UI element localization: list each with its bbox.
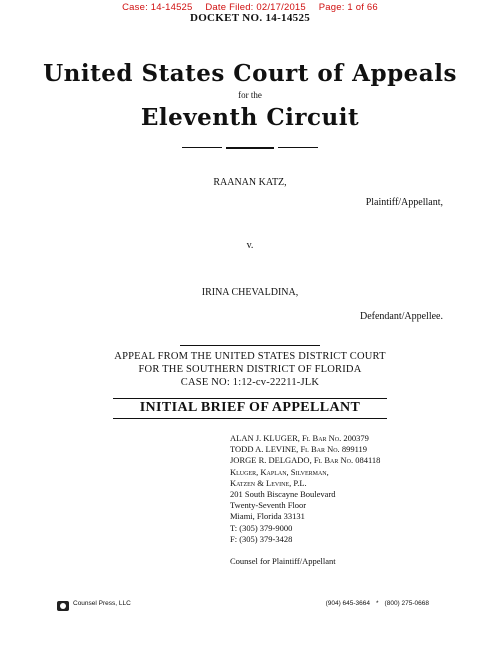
address-line-1: 201 South Biscayne Boulevard	[230, 489, 336, 500]
phone-line: T: (305) 379-9000	[230, 522, 293, 533]
ornament-divider	[182, 146, 318, 149]
brief-title: INITIAL BRIEF OF APPELLANT	[139, 400, 361, 415]
attorney-line: ALAN J. KLUGER, Fl Bar No. 200379	[230, 433, 369, 443]
page-count: Page: 1 of 66	[318, 2, 378, 13]
appeal-line-2: FOR THE SOUTHERN DISTRICT OF FLORIDA	[138, 364, 362, 375]
attorney-line: TODD A. LEVINE, Fl Bar No. 899119	[230, 444, 367, 455]
circuit-title: Eleventh Circuit	[140, 104, 360, 131]
attorney-line: JORGE R. DELGADO, Fl Bar No. 084118	[230, 455, 381, 466]
address-line-3: Miami, Florida 33131	[230, 511, 305, 522]
fax-line: F: (305) 379-3428	[230, 533, 293, 544]
appeal-line-1: APPEAL FROM THE UNITED STATES DISTRICT COURT	[114, 351, 386, 362]
address-line-2: Twenty-Seventh Floor	[230, 500, 307, 511]
court-title: United States Court of Appeals	[43, 60, 457, 87]
footer-press-name: Counsel Press, LLC	[73, 600, 131, 607]
footer-phone-1: (904) 645-3664	[325, 600, 371, 607]
defendant-name: IRINA CHEVALDINA,	[201, 287, 299, 298]
firm-name-line-1: Kluger, Kaplan, Silverman,	[230, 466, 329, 477]
footer-phone-2: (800) 275-0668	[384, 600, 429, 607]
date-filed: Date Filed: 02/17/2015	[205, 2, 306, 13]
footer-phones	[323, 600, 432, 607]
defendant-role: Defendant/Appellee.	[359, 311, 443, 322]
plaintiff-role: Plaintiff/Appellant,	[365, 197, 443, 208]
counsel-block	[230, 433, 380, 567]
appeal-case-number: CASE NO: 1:12-cv-22211-JLK	[180, 377, 320, 388]
plaintiff-name: RAANAN KATZ,	[213, 177, 287, 188]
footer-separator: *	[376, 600, 379, 607]
appeal-caption	[0, 350, 500, 389]
case-number: Case: 14-14525	[122, 2, 193, 13]
for-the-label: for the	[238, 90, 262, 100]
counsel-for-label: Counsel for Plaintiff/Appellant	[230, 556, 336, 567]
versus-label: v.	[246, 240, 254, 251]
section-rule	[180, 345, 320, 346]
counsel-press-logo-icon	[57, 601, 69, 611]
docket-number: DOCKET NO. 14-14525	[189, 12, 311, 24]
firm-name-line-2: Katzen & Levine, P.L.	[230, 477, 307, 488]
